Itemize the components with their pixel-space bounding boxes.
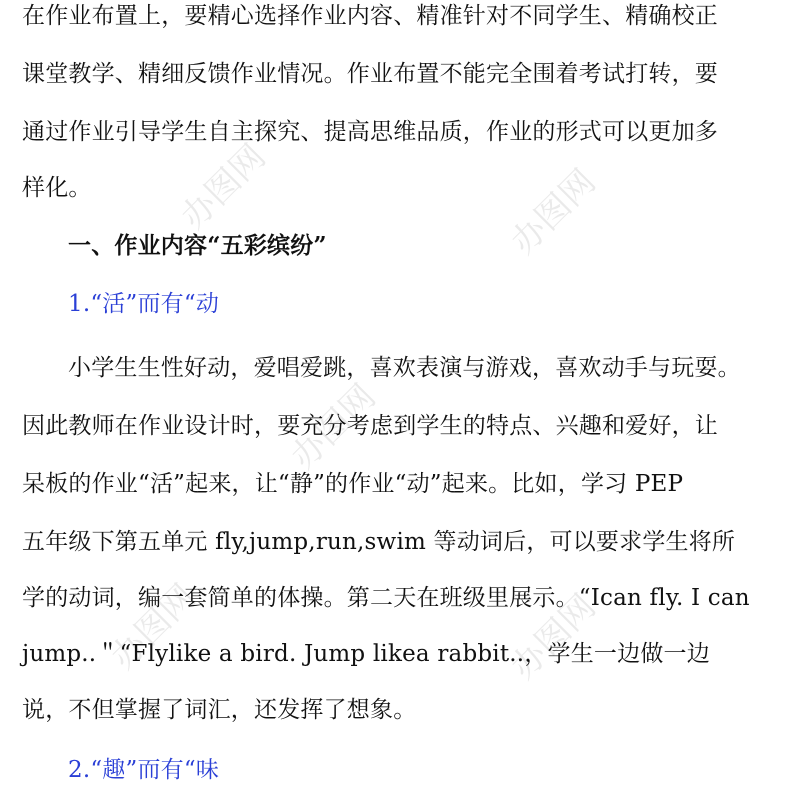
paragraph-line: 学的动词，编一套简单的体操。第二天在班级里展示。“Ican fly. I can [22, 585, 750, 611]
watermark: 办图网 [503, 161, 604, 263]
paragraph-line: 呆板的作业“活”起来，让“静”的作业“动”起来。比如，学习 PEP [22, 471, 684, 497]
paragraph-line: 说，不但掌握了词汇，还发挥了想象。 [22, 697, 417, 723]
paragraph-line: 在作业布置上，要精心选择作业内容、精准针对不同学生、精确校正 [22, 3, 718, 29]
subsection-heading: 2.“趣”而有“味 [68, 757, 220, 783]
paragraph-line: 样化。 [22, 175, 92, 201]
subsection-heading: 1.“活”而有“动 [68, 291, 220, 317]
watermark: 办图网 [103, 576, 204, 678]
paragraph-line: 因此教师在作业设计时，要充分考虑到学生的特点、兴趣和爱好，让 [22, 413, 718, 439]
watermark: 办图网 [173, 136, 274, 238]
section-heading: 一、作业内容“五彩缤纷” [68, 232, 327, 259]
paragraph-line: 课堂教学、精细反馈作业情况。作业布置不能完全围着考试打转，要 [22, 61, 718, 87]
watermark: 办图网 [283, 376, 384, 478]
paragraph-line: 小学生生性好动，爱唱爱跳，喜欢表演与游戏，喜欢动手与玩耍。 [68, 355, 741, 381]
paragraph-line: jump..＂“Flylike a bird. Jump likea rabbit..，学生一边做一边 [22, 641, 710, 667]
paragraph-line: 五年级下第五单元 fly,jump,run,swim 等动词后，可以要求学生将所 [22, 529, 736, 555]
paragraph-line: 通过作业引导学生自主探究、提高思维品质，作业的形式可以更加多 [22, 119, 718, 145]
watermark: 办图网 [503, 586, 604, 688]
